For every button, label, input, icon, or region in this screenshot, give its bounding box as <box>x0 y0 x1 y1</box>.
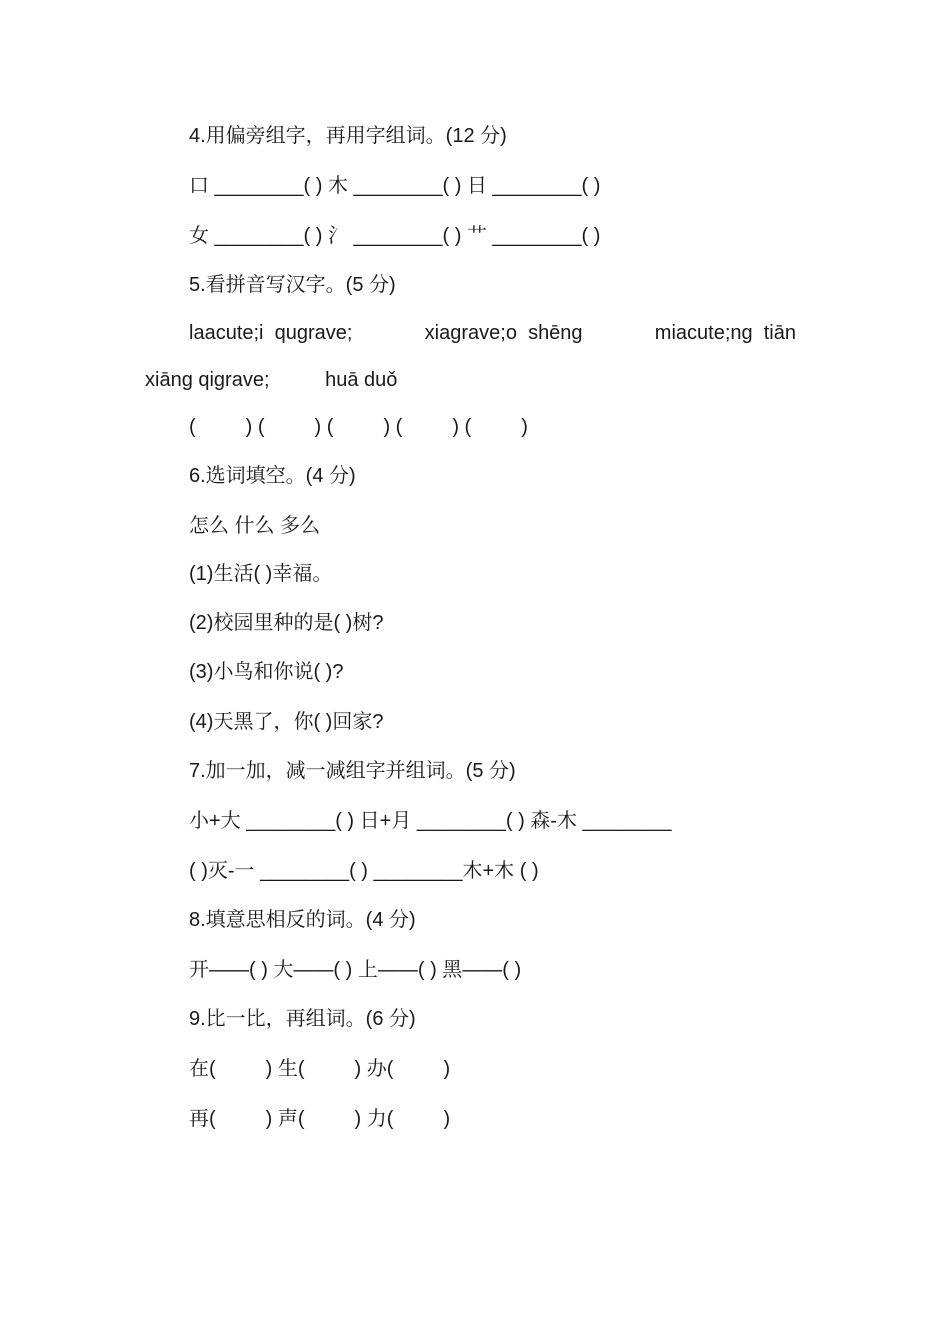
q6-heading: 6.选词填空。(4 分) <box>189 465 356 487</box>
q9-row-1: 在( ) 生( ) 办( ) <box>189 1058 451 1080</box>
q5-answer-blanks: ( ) ( ) ( ) ( ) ( ) <box>189 416 528 438</box>
q8-row: 开——( ) 大——( ) 上——( ) 黑——( ) <box>189 959 522 981</box>
q6-word-choices: 怎么 什么 多么 <box>189 515 321 537</box>
q5-pinyin-row-1: laacute;i qugrave; xiagrave;o shēng miacute;ng tiān <box>189 322 796 344</box>
q6-item-1: (1)生活( )幸福。 <box>189 563 333 585</box>
q7-row-1: 小+大 ________( ) 日+月 ________( ) 森-木 ________ <box>189 810 672 832</box>
q9-row-2: 再( ) 声( ) 力( ) <box>189 1108 451 1130</box>
q6-item-3: (3)小鸟和你说( )? <box>189 661 344 683</box>
q6-item-2: (2)校园里种的是( )树? <box>189 612 384 634</box>
q4-row-1: 口 ________( ) 木 ________( ) 日 ________( ) <box>189 175 601 197</box>
q8-heading: 8.填意思相反的词。(4 分) <box>189 909 416 931</box>
q6-item-4: (4)天黑了，你( )回家? <box>189 711 384 733</box>
q7-row-2: ( )灭-一 ________( ) ________木+木 ( ) <box>189 860 539 882</box>
q4-row-2: 女 ________( ) 氵 ________( ) 艹 ________( ) <box>189 225 601 247</box>
q5-heading: 5.看拼音写汉字。(5 分) <box>189 274 396 296</box>
q4-heading: 4.用偏旁组字，再用字组词。(12 分) <box>189 125 507 147</box>
q9-heading: 9.比一比，再组词。(6 分) <box>189 1008 416 1030</box>
q7-heading: 7.加一加，减一减组字并组词。(5 分) <box>189 760 516 782</box>
q5-pinyin-row-2: xiāng qigrave; huā duǒ <box>145 369 398 391</box>
